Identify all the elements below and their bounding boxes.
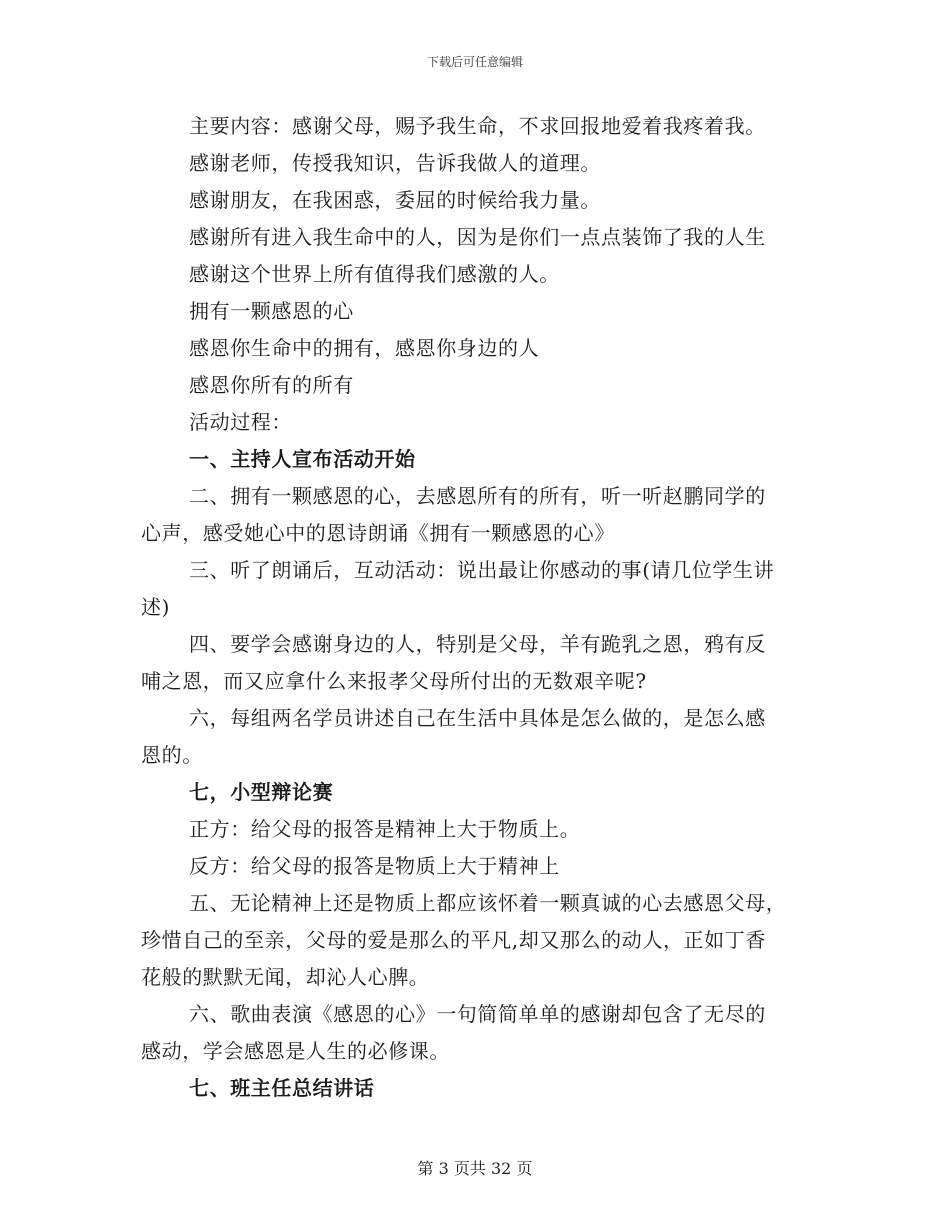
text-line: 述) <box>141 595 171 619</box>
text-line: 正方：给父母的报答是精神上大于物质上。 <box>189 817 581 841</box>
text-line: 感谢朋友，在我困惑，委屈的时候给我力量。 <box>189 188 601 212</box>
page-footer: 第 3 页共 32 页 <box>417 1159 533 1178</box>
text-line: 二、拥有一颗感恩的心，去感恩所有的所有，听一听赵鹏同学的 <box>189 484 766 508</box>
section-heading: 七、班主任总结讲话 <box>189 1076 375 1100</box>
text-line: 珍惜自己的至亲，父母的爱是那么的平凡,却又那么的动人，正如丁香 <box>141 928 766 952</box>
text-line: 花般的默默无闻，却沁人心脾。 <box>141 965 430 989</box>
text-line: 主要内容：感谢父母，赐予我生命，不求回报地爱着我疼着我。 <box>189 114 766 138</box>
text-line: 哺之恩，而又应拿什么来报孝父母所付出的无数艰辛呢? <box>141 669 647 693</box>
text-line: 三、听了朗诵后，互动活动：说出最让你感动的事(请几位学生讲 <box>189 558 775 582</box>
section-heading: 七，小型辩论赛 <box>189 780 334 804</box>
text-line: 五、无论精神上还是物质上都应该怀着一颗真诚的心去感恩父母， <box>189 891 787 915</box>
text-line: 感恩你所有的所有 <box>189 373 354 397</box>
text-line: 六，每组两名学员讲述自己在生活中具体是怎么做的，是怎么感 <box>189 706 766 730</box>
text-line: 心声，感受她心中的恩诗朗诵《拥有一颗感恩的心》 <box>141 521 615 545</box>
text-line: 拥有一颗感恩的心 <box>189 299 354 323</box>
text-line: 反方：给父母的报答是物质上大于精神上 <box>189 854 560 878</box>
text-line: 六、歌曲表演《感恩的心》一句简简单单的感谢却包含了无尽的 <box>189 1002 766 1026</box>
text-line: 活动过程： <box>189 410 292 434</box>
text-line: 感动，学会感恩是人生的必修课。 <box>141 1039 450 1063</box>
section-heading: 一、主持人宣布活动开始 <box>189 447 416 471</box>
text-line: 感谢这个世界上所有值得我们感激的人。 <box>189 262 560 286</box>
text-line: 恩的。 <box>141 743 203 767</box>
page-header: 下载后可任意编辑 <box>426 55 523 69</box>
text-line: 四、要学会感谢身边的人，特别是父母，羊有跪乳之恩，鸦有反 <box>189 632 766 656</box>
text-line: 感恩你生命中的拥有，感恩你身边的人 <box>189 336 540 360</box>
text-line: 感谢老师，传授我知识，告诉我做人的道理。 <box>189 151 601 175</box>
text-line: 感谢所有进入我生命中的人，因为是你们一点点装饰了我的人生 <box>189 225 766 249</box>
